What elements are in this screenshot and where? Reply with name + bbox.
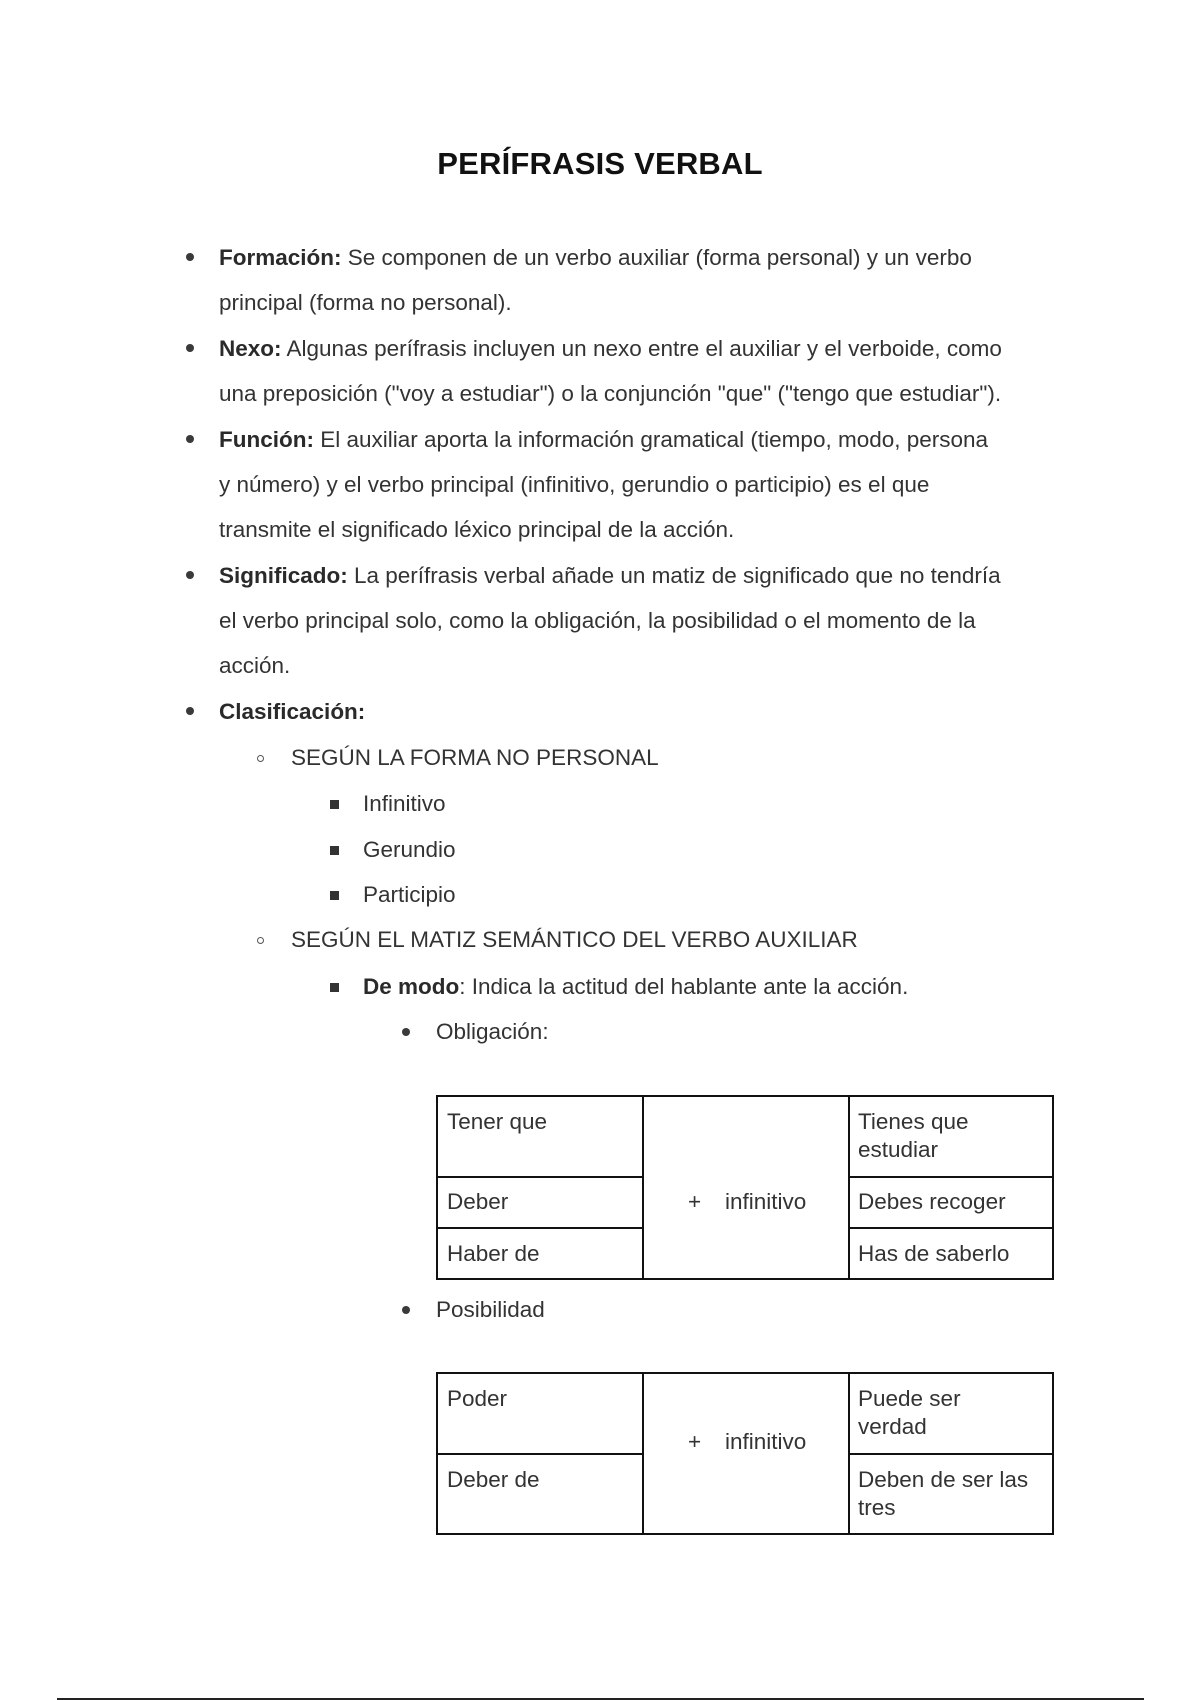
significado-label: Significado: xyxy=(219,563,348,588)
table-divider xyxy=(438,1176,642,1178)
significado-text: La perífrasis verbal añade un matiz de significado que no tendría xyxy=(347,563,1001,588)
table-cell-middle: infinitivo xyxy=(725,1189,807,1214)
square-bullet-icon xyxy=(330,891,339,900)
significado-line-2: el verbo principal solo, como la obligación, la posibilidad o el momento de la xyxy=(219,608,976,633)
bullet-dot-icon xyxy=(186,344,194,352)
table-cell-example: verdad xyxy=(858,1414,927,1439)
hollow-bullet-icon xyxy=(257,937,264,944)
table-cell-example: estudiar xyxy=(858,1137,939,1162)
obligacion-table xyxy=(436,1095,1054,1280)
table-cell-aux: Deber xyxy=(447,1189,509,1214)
significado-line-3: acción. xyxy=(219,653,291,678)
nexo-label: Nexo: xyxy=(219,336,282,361)
table-cell-example: Has de saberlo xyxy=(858,1241,1010,1266)
table-divider xyxy=(848,1097,850,1278)
table-divider xyxy=(848,1176,1052,1178)
funcion-line-1 xyxy=(219,417,988,462)
square-bullet-icon xyxy=(330,800,339,809)
table-cell-aux: Haber de xyxy=(447,1241,540,1266)
forma-item-gerundio: Gerundio xyxy=(363,837,456,862)
matiz-heading: SEGÚN EL MATIZ SEMÁNTICO DEL VERBO AUXILIAR xyxy=(291,927,858,952)
table-divider xyxy=(642,1097,644,1278)
table-cell-aux: Tener que xyxy=(447,1109,548,1134)
square-bullet-icon xyxy=(330,983,339,992)
formacion-text: Se componen de un verbo auxiliar (forma personal) y un verbo xyxy=(341,245,972,270)
forma-item-infinitivo: Infinitivo xyxy=(363,791,446,816)
table-divider xyxy=(848,1227,1052,1229)
funcion-label: Función: xyxy=(219,427,314,452)
table-cell-example: tres xyxy=(858,1495,896,1520)
formacion-line-2: principal (forma no personal). xyxy=(219,290,512,315)
nexo-text: Algunas perífrasis incluyen un nexo entre el auxiliar y el verboide, como xyxy=(281,336,1002,361)
table-divider xyxy=(848,1453,1052,1455)
bullet-dot-icon xyxy=(402,1028,410,1036)
de-modo-label: De modo xyxy=(363,974,460,999)
table-divider xyxy=(438,1453,642,1455)
plus-sign: + xyxy=(688,1429,702,1454)
formacion-label: Formación: xyxy=(219,245,342,270)
square-bullet-icon xyxy=(330,846,339,855)
table-cell-example: Deben de ser las xyxy=(858,1467,1029,1492)
table-divider xyxy=(438,1227,642,1229)
bullet-dot-icon xyxy=(186,707,194,715)
funcion-text: El auxiliar aporta la información gramatical (tiempo, modo, persona xyxy=(313,427,989,452)
plus-sign: + xyxy=(688,1189,702,1214)
bullet-dot-icon xyxy=(186,435,194,443)
table-cell-middle: infinitivo xyxy=(725,1429,807,1454)
posibilidad-label: Posibilidad xyxy=(436,1297,545,1322)
nexo-line-1 xyxy=(219,326,1002,371)
page-title: PERÍFRASIS VERBAL xyxy=(437,146,763,181)
clasificacion-label: Clasificación: xyxy=(219,699,366,724)
hollow-bullet-icon xyxy=(257,755,264,762)
significado-line-1 xyxy=(219,553,1001,598)
table-cell-aux: Deber de xyxy=(447,1467,540,1492)
funcion-line-2: y número) y el verbo principal (infinitivo, gerundio o participio) es el que xyxy=(219,472,930,497)
bullet-dot-icon xyxy=(186,571,194,579)
forma-item-participio: Participio xyxy=(363,882,456,907)
posibilidad-table xyxy=(436,1372,1054,1535)
table-cell-aux: Poder xyxy=(447,1386,508,1411)
formacion-line-1 xyxy=(219,235,972,280)
nexo-line-2: una preposición ("voy a estudiar") o la conjunción "que" ("tengo que estudiar"). xyxy=(219,381,1002,406)
table-cell-example: Puede ser xyxy=(858,1386,961,1411)
table-divider xyxy=(642,1374,644,1533)
de-modo-text: : Indica la actitud del hablante ante la acción. xyxy=(459,974,909,999)
bullet-dot-icon xyxy=(402,1306,410,1314)
bullet-dot-icon xyxy=(186,253,194,261)
de-modo-line xyxy=(363,964,908,1009)
table-cell-example: Tienes que xyxy=(858,1109,969,1134)
obligacion-label: Obligación: xyxy=(436,1019,549,1044)
table-cell-example: Debes recoger xyxy=(858,1189,1006,1214)
funcion-line-3: transmite el significado léxico principal de la acción. xyxy=(219,517,735,542)
forma-heading: SEGÚN LA FORMA NO PERSONAL xyxy=(291,745,659,770)
